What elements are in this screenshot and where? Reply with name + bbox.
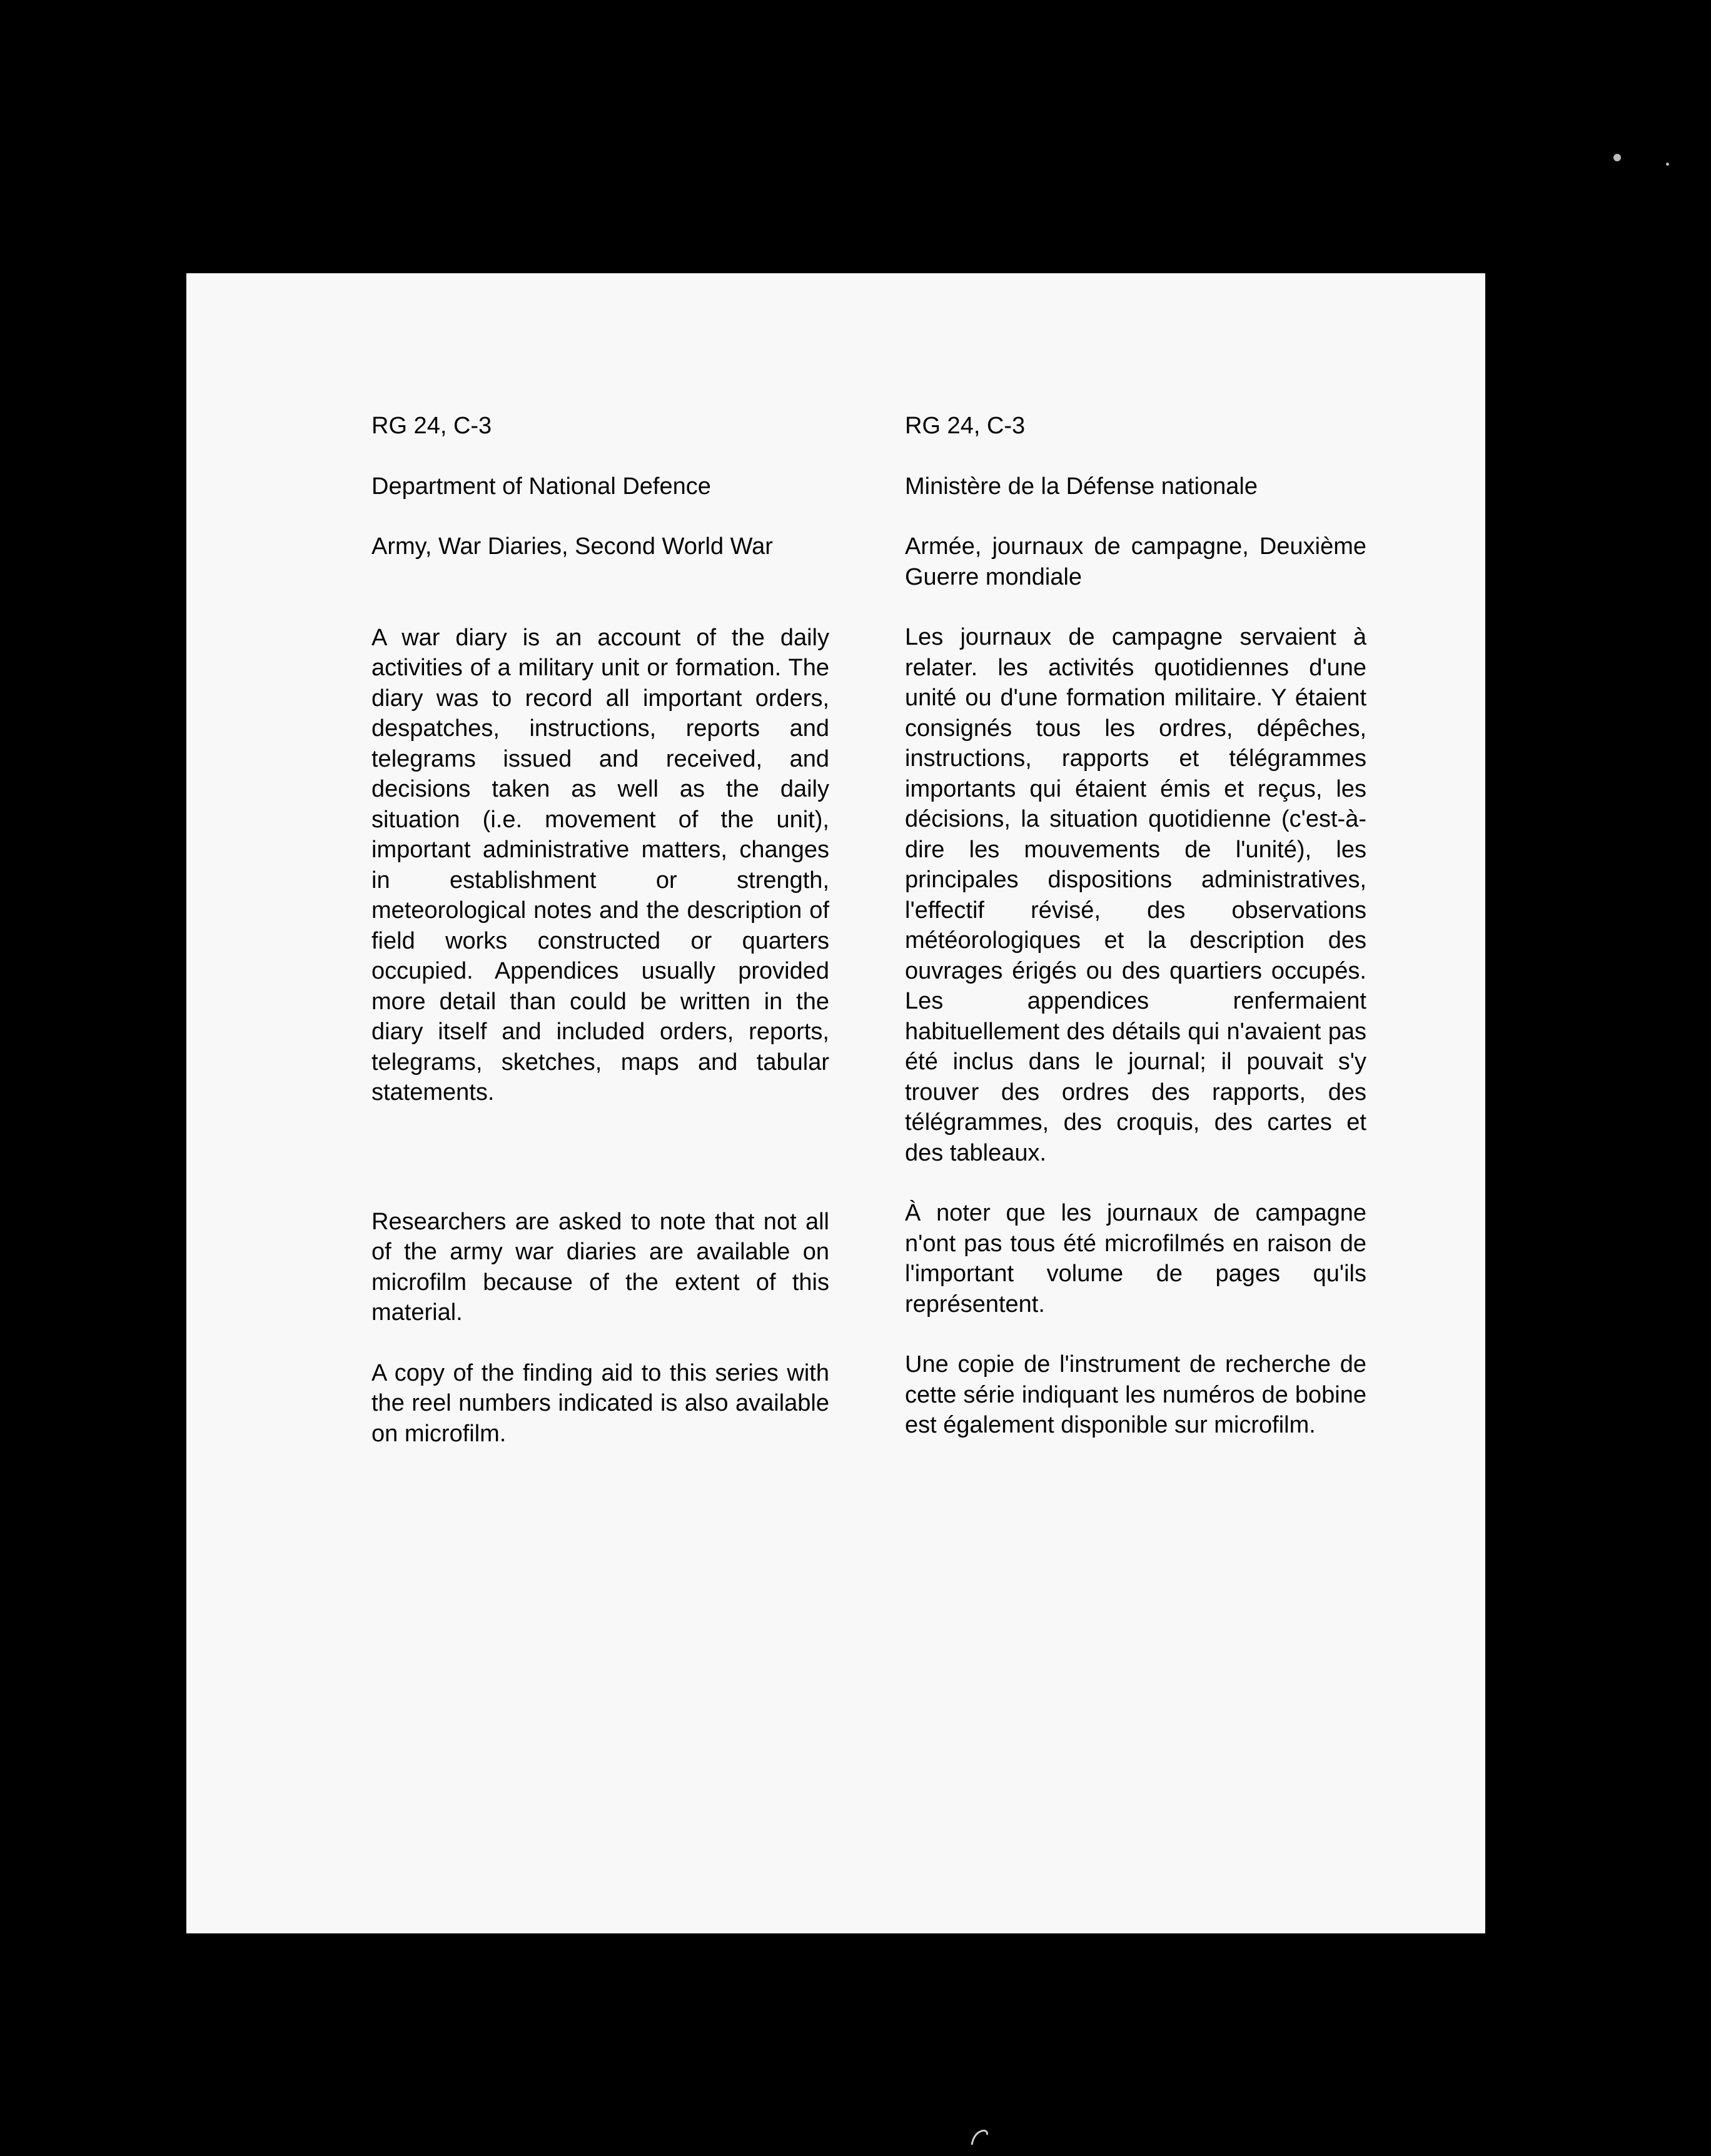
researcher-note: Researchers are asked to note that not all of the army war diaries are available on microfilm because of the extent of this material. [371, 1208, 829, 1326]
department-name: Department of National Defence [371, 473, 711, 500]
film-artifact [968, 2122, 993, 2147]
researcher-note: À noter que les journaux de campagne n'ont pas tous été microfilmés en raison de l'important volume de pages qu'ils représentent. [905, 1200, 1366, 1317]
finding-aid-note: Une copie de l'instrument de recherche de cette série indiquant les numéros de bobine est également disponible sur microfilm. [905, 1351, 1366, 1438]
french-column [905, 411, 1366, 1441]
reference-code: RG 24, C-3 [905, 413, 1026, 439]
war-diary-description: A war diary is an account of the daily activities of a military unit or formation. The diary was to record all important orders, despatches, instructions, reports and telegrams issued and received, and decisions taken as well as the daily situation (i.e. movement of the unit), important administrative matters, changes in establishment or strength, meteorological notes and the description of field works constructed or quarters occupied. Appendices usually provided more detail than could be written in the diary itself and included orders, reports, telegrams, sketches, maps and tabular statements. [371, 624, 829, 1106]
department-name: Ministère de la Défense nationale [905, 473, 1258, 500]
finding-aid-note: A copy of the finding aid to this series with the reel numbers indicated is also available on microfilm. [371, 1359, 829, 1447]
war-diary-description: Les journaux de campagne servaient à relater. les activités quotidiennes d'une unité ou d'une formation militaire. Y étaient consignés tous les ordres, dépêches, instructions, rapports et télégrammes importants qui étaient émis et reçus, les décisions, la situation quotidienne (c'est-à-dire les mouvements de l'unité), les principales dispositions administratives, l'effectif révisé, des observations météorologiques et la description des ouvrages érigés ou des quartiers occupés. Les appendices renfermaient habituellement des détails qui n'avaient pas été inclus dans le journal; il pouvait s'y trouver des ordres des rapports, des télégrammes, des croquis, des cartes et des tableaux. [905, 624, 1366, 1166]
series-title: Army, War Diaries, Second World War [371, 533, 773, 560]
english-column [371, 411, 829, 1449]
film-speck [1613, 154, 1621, 161]
reference-code: RG 24, C-3 [371, 413, 492, 439]
film-speck [1666, 163, 1669, 166]
series-title: Armée, journaux de campagne, Deuxième Guerre mondiale [905, 533, 1366, 590]
document-page [186, 273, 1485, 1933]
